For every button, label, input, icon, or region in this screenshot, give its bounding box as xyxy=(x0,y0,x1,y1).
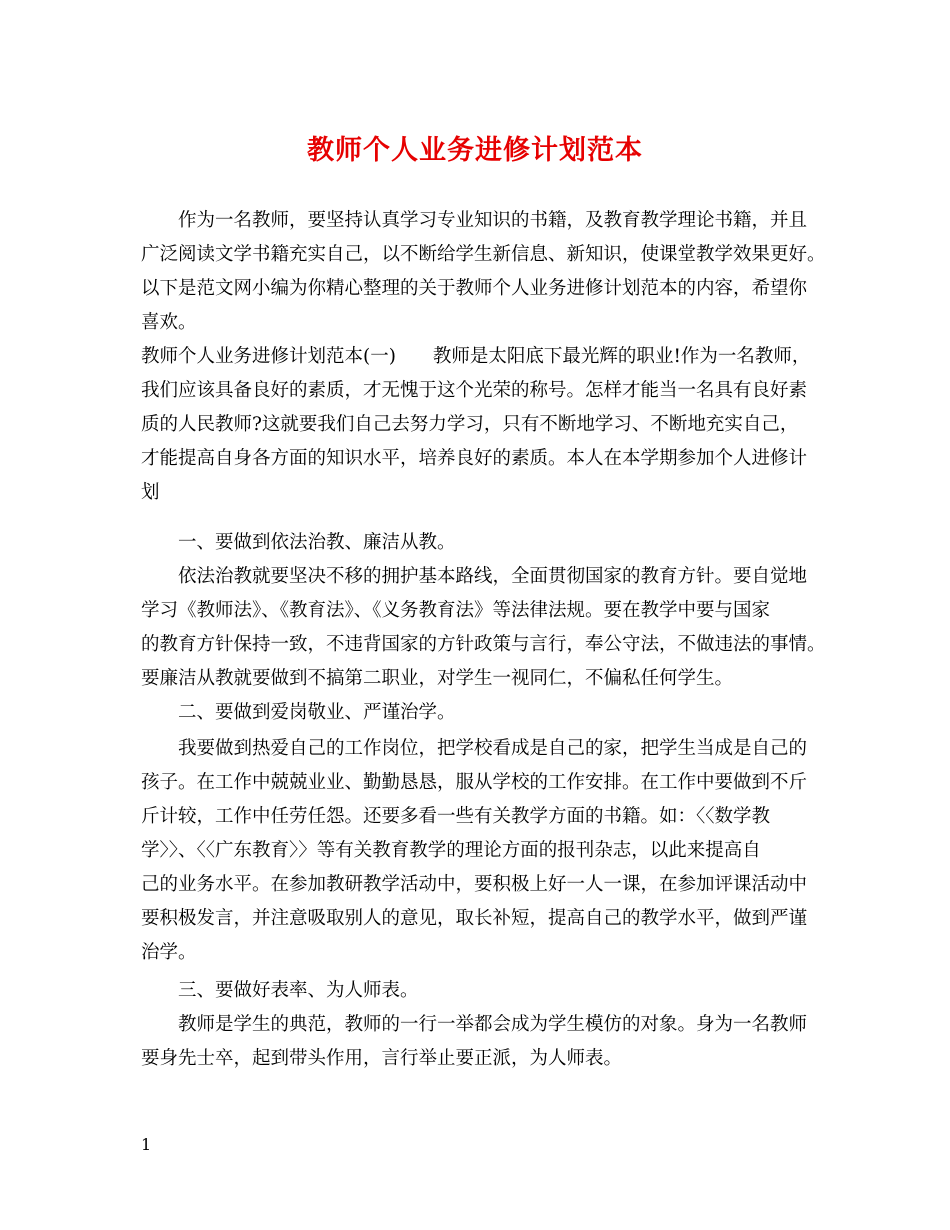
paragraph-line: 己的业务水平。在参加教研教学活动中，要积极上好一人一课，在参加评课活动中 xyxy=(141,874,808,895)
paragraph-line: 作为一名教师，要坚持认真学习专业知识的书籍，及教育教学理论书籍，并且 xyxy=(141,210,808,231)
paragraph-line: 学习《教师法》、《教育法》、《义务教育法》等法律法规。要在教学中要与国家 xyxy=(141,600,771,621)
paragraph-line: 我要做到热爱自己的工作岗位，把学校看成是自己的家，把学生当成是自己的 xyxy=(141,738,808,759)
section-heading: 二、要做到爱岗敬业、严谨治学。 xyxy=(141,702,456,723)
section-heading: 一、要做到依法治教、廉洁从教。 xyxy=(141,532,456,553)
paragraph-line: 孩子。在工作中兢兢业业、勤勤恳恳，服从学校的工作安排。在工作中要做到不斤 xyxy=(141,772,808,793)
document-title: 教师个人业务进修计划范本 xyxy=(307,135,643,166)
paragraph-line: 要积极发言，并注意吸取别人的意见，取长补短，提高自己的教学水平，做到严谨 xyxy=(141,908,808,929)
paragraph-line: 斤计较，工作中任劳任怨。还要多看一些有关教学方面的书籍。如：〈〈数学教 xyxy=(141,806,771,827)
paragraph-line: 要身先士卒，起到带头作用，言行举止要正派，为人师表。 xyxy=(141,1048,623,1069)
section-heading: 三、要做好表率、为人师表。 xyxy=(141,980,419,1001)
paragraph-line: 的教育方针保持一致，不违背国家的方针政策与言行，奉公守法，不做违法的事情。 xyxy=(141,634,826,655)
paragraph-line: 依法治教就要坚决不移的拥护基本路线，全面贯彻国家的教育方针。要自觉地 xyxy=(141,566,808,587)
paragraph-line: 治学。 xyxy=(141,942,197,963)
paragraph-line: 质的人民教师?这就要我们自己去努力学习，只有不断地学习、不断地充实自己， xyxy=(141,414,799,435)
paragraph-line: 广泛阅读文学书籍充实自己，以不断给学生新信息、新知识，使课堂教学效果更好。 xyxy=(141,244,826,265)
paragraph-line: 教师个人业务进修计划范本(一) 教师是太阳底下最光辉的职业!作为一名教师， xyxy=(141,346,811,367)
paragraph-line: 以下是范文网小编为你精心整理的关于教师个人业务进修计划范本的内容，希望你 xyxy=(141,278,808,299)
page-number: 1 xyxy=(141,1135,152,1154)
paragraph-line: 教师是学生的典范，教师的一行一举都会成为学生模仿的对象。身为一名教师 xyxy=(141,1014,808,1035)
paragraph-line: 我们应该具备良好的素质，才无愧于这个光荣的称号。怎样才能当一名具有良好素 xyxy=(141,380,808,401)
paragraph-line: 学〉〉、〈〈广东教育〉〉等有关教育教学的理论方面的报刊杂志，以此来提高自 xyxy=(141,840,761,861)
paragraph-line: 喜欢。 xyxy=(141,312,197,333)
paragraph-line: 要廉洁从教就要做到不搞第二职业，对学生一视同仁，不偏私任何学生。 xyxy=(141,668,734,689)
paragraph-line: 才能提高自身各方面的知识水平，培养良好的素质。本人在本学期参加个人进修计 xyxy=(141,448,808,469)
paragraph-line: 划 xyxy=(141,482,160,503)
